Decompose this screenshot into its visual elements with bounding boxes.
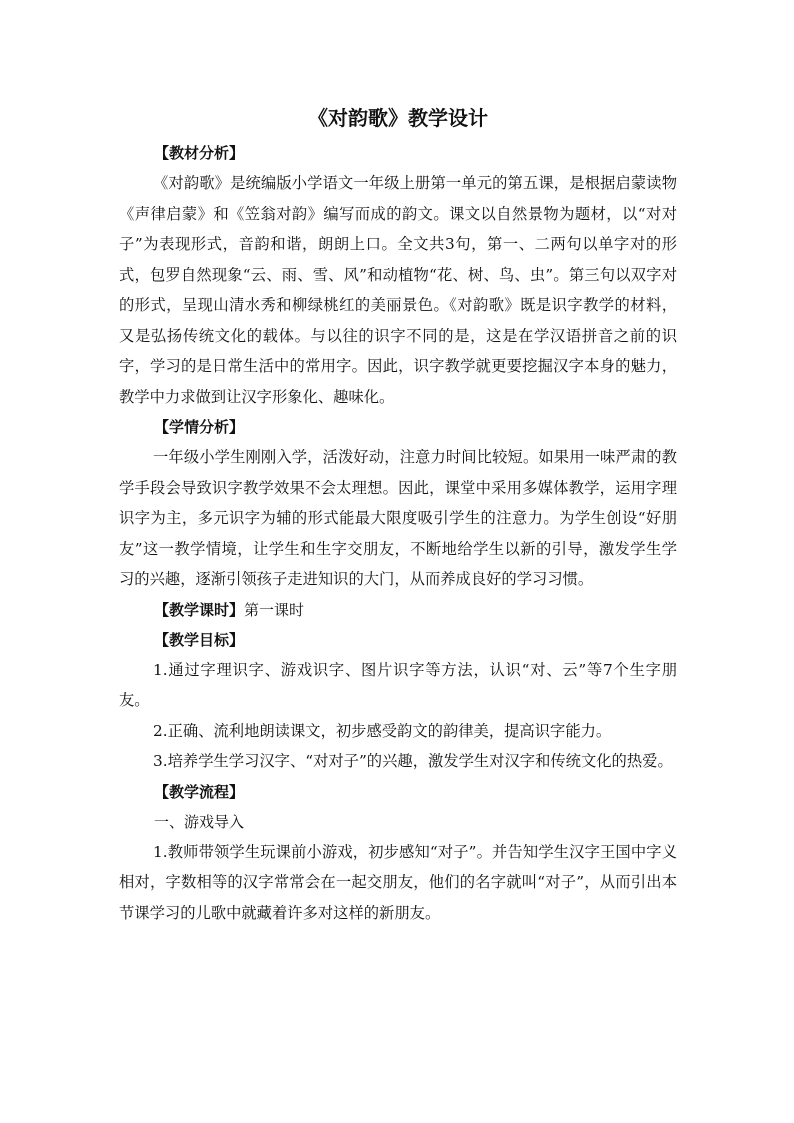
student-analysis-paragraph: 一年级小学生刚刚入学，活泼好动，注意力时间比较短。如果用一味严肃的教学手段会导致识字教学效果不会太理想。因此，课堂中采用多媒体教学，运用字理识字为主，多元识字为辅的形式能最大限度吸引学生的注意力。为学生创设“好朋友”这一教学情境，让学生和生字交朋友，不断地给学生以新的引导，激发学生学习的兴趣，逐渐引领孩子走进知识的大门，从而养成良好的学习习惯。 [119, 448, 677, 588]
section-heading-material: 【教材分析】 [154, 144, 245, 162]
process-step-title: 一、游戏导入 [154, 812, 245, 831]
section-period [119, 595, 677, 625]
period-value: 第一课时 [244, 600, 305, 619]
goal-item: 3.培养学生学习汉字、“对对子”的兴趣，激发学生对汉字和传统文化的热爱。 [153, 752, 673, 770]
goal-item: 2.正确、流利地朗读课文，初步感受韵文的韵律美，提高识字能力。 [153, 721, 612, 740]
document-title: 《对韵歌》教学设计 [308, 106, 488, 130]
section-heading-period: 【教学课时】 [154, 600, 245, 619]
section-heading-process: 【教学流程】 [154, 782, 245, 801]
goal-item: 1.通过字理识字、游戏识字、图片识字等方法，认识“对、云”等7个生字朋友。 [119, 660, 677, 709]
document-content [119, 100, 677, 928]
section-heading-goals: 【教学目标】 [154, 630, 245, 649]
process-item: 1.教师带领学生玩课前小游戏，初步感知“对子”。并告知学生汉字王国中字义相对，字数相等的汉字常常会在一起交朋友，他们的名字就叫“对子”，从而引出本节课学习的儿歌中就藏着许多对这样的新朋友。 [119, 842, 677, 922]
material-analysis-paragraph: 《对韵歌》是统编版小学语文一年级上册第一单元的第五课，是根据启蒙读物《声律启蒙》和《笠翁对韵》编写而成的韵文。课文以自然景物为题材，以“对对子”为表现形式，音韵和谐，朗朗上口。全文共3句，第一、二两句以单字对的形式，包罗自然现象“云、雨、雪、风”和动植物“花、树、鸟、虫”。第三句以双字对的形式，呈现山清水秀和柳绿桃红的美丽景色。《对韵歌》既是识字教学的材料，又是弘扬传统文化的载体。与以往的识字不同的是，这是在学汉语拼音之前的识字，学习的是日常生活中的常用字。因此，识字教学就更要挖掘汉字本身的魅力，教学中力求做到让汉字形象化、趣味化。 [119, 174, 677, 406]
section-heading-students: 【学情分析】 [154, 418, 245, 436]
